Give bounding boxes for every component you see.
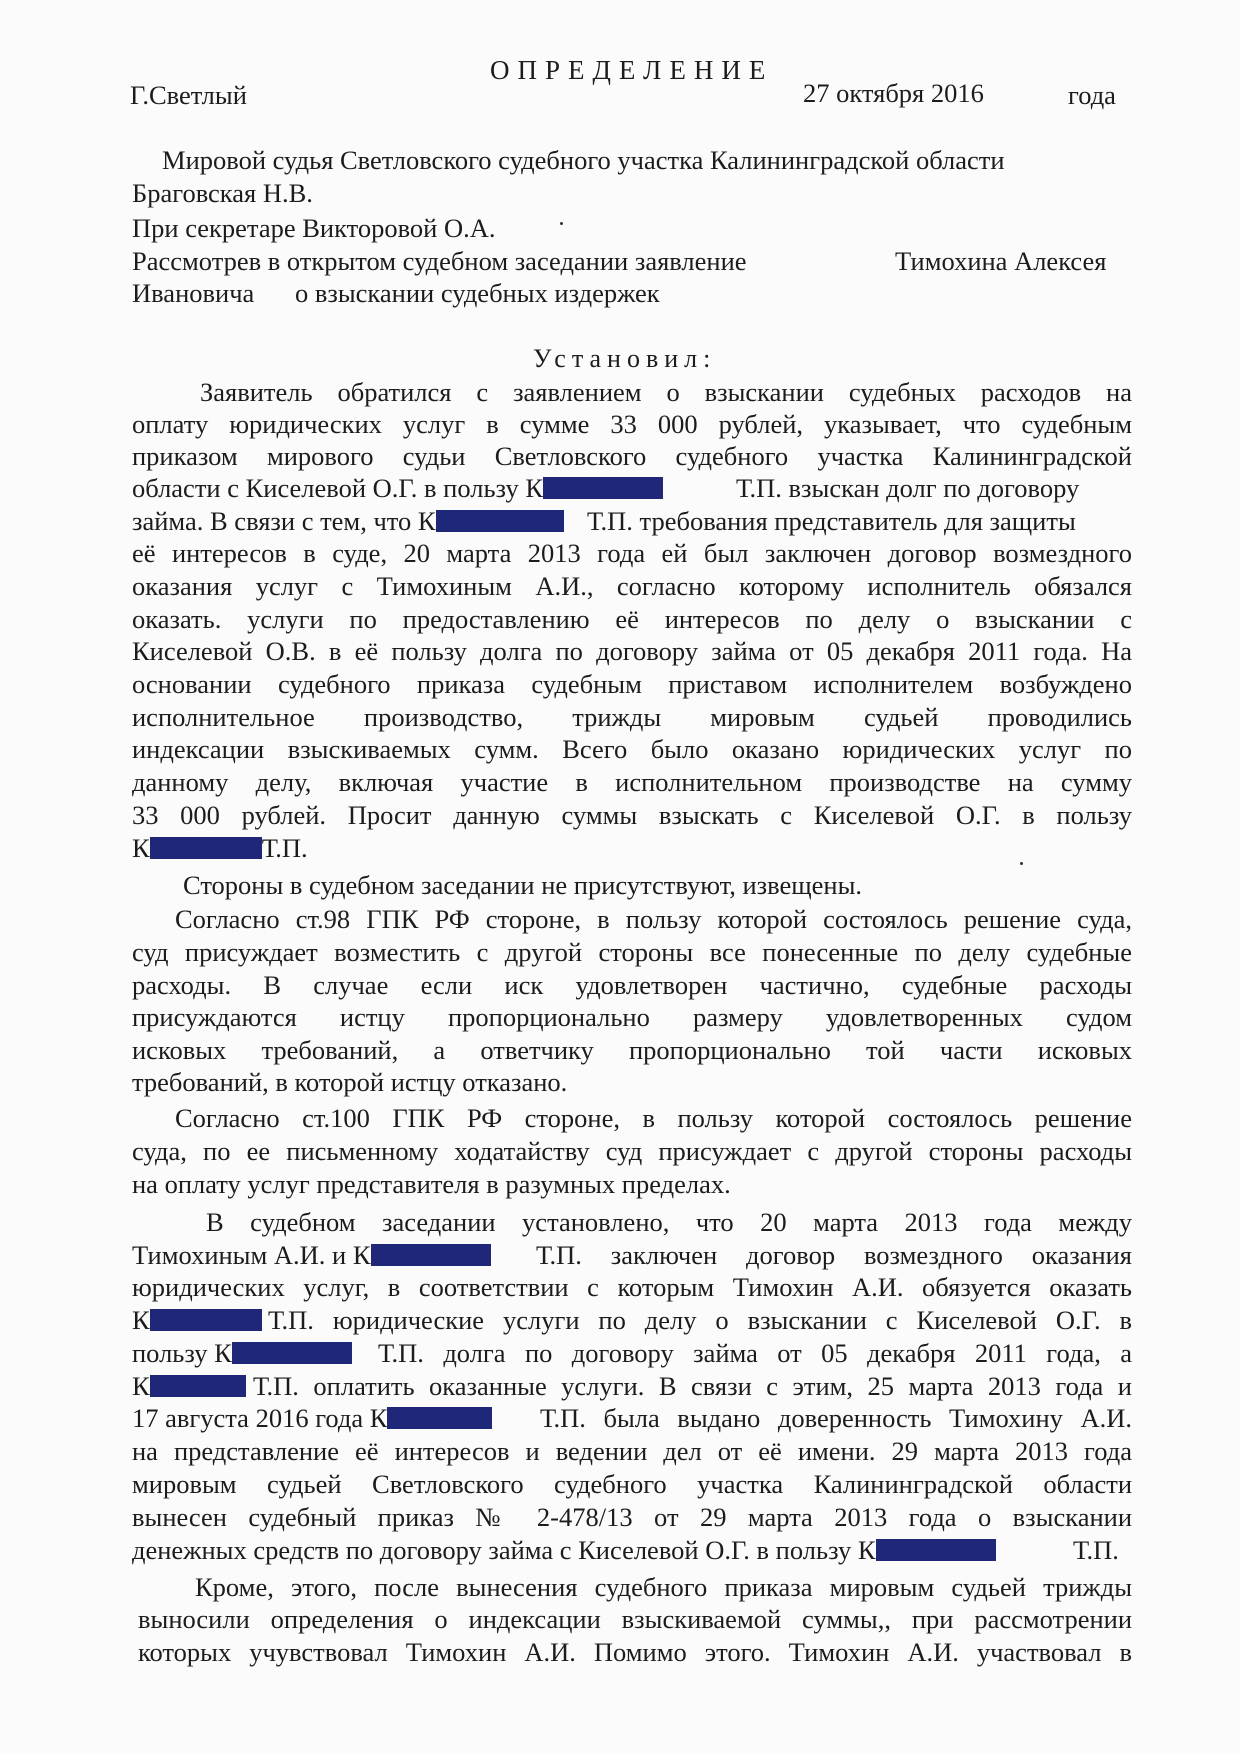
- text-fragment: К: [132, 1371, 150, 1401]
- text-line: Т.П.: [1073, 1535, 1119, 1565]
- text-fragment: займа. В связи с тем, что К: [132, 506, 436, 536]
- text-line: Согласно ст.98 ГПК РФ стороне, в пользу которой состоялось решение суда,: [175, 904, 1132, 934]
- text-fragment: пользу К: [132, 1338, 232, 1368]
- text-line: выносили определения о индексации взыскиваемой суммы,, при рассмотрении: [138, 1604, 1132, 1634]
- intro-line: При секретаре Викторовой О.А.: [132, 213, 496, 243]
- text-line: юридических услуг, в соответствии с которым Тимохин А.И. обязуется оказать: [132, 1272, 1132, 1302]
- text-line: Заявитель обратился с заявлением о взыскании судебных расходов на: [200, 377, 1132, 407]
- redaction-block: [387, 1407, 492, 1429]
- text-fragment: Т.П.: [261, 833, 308, 863]
- text-line: исковых требований, а ответчику пропорционально той части исковых: [132, 1035, 1132, 1065]
- text-line: данному делу, включая участие в исполнительном производстве на сумму: [132, 767, 1132, 797]
- text-line: [132, 833, 308, 863]
- text-line: её интересов в суде, 20 марта 2013 года ей был заключен договор возмездного: [132, 538, 1132, 568]
- text-line: Кроме, этого, после вынесения судебного приказа мировым судьей трижды: [195, 1572, 1132, 1602]
- text-line: вынесен судебный приказ № 2-478/13 от 29 марта 2013 года о взыскании: [132, 1502, 1132, 1532]
- text-line: Согласно ст.100 ГПК РФ стороне, в пользу которой состоялось решение: [175, 1103, 1132, 1133]
- text-line: [132, 1305, 262, 1335]
- text-line: Стороны в судебном заседании не присутствуют, извещены.: [183, 870, 863, 900]
- text-line: требований, в которой истцу отказано.: [132, 1067, 568, 1097]
- text-line: Киселевой О.В. в её пользу долга по договору займа от 05 декабря 2011 года. На: [132, 636, 1132, 666]
- text-line: [132, 1240, 491, 1270]
- text-line: исполнительное производство, трижды мировым судьей проводились: [132, 702, 1132, 732]
- year-word: года: [1068, 80, 1116, 110]
- intro-line: Браговская Н.В.: [132, 178, 313, 208]
- redaction-block: [543, 477, 663, 499]
- text-line: оплату юридических услуг в сумме 33 000 рублей, указывает, что судебным: [132, 409, 1132, 439]
- text-line: Т.П. долга по договору займа от 05 декабря 2011 года, а: [378, 1338, 1132, 1368]
- text-line: В судебном заседании установлено, что 20 марта 2013 года между: [206, 1207, 1132, 1237]
- text-fragment: Тимохиным А.И. и К: [132, 1240, 371, 1270]
- text-line: [132, 473, 663, 503]
- text-line: Т.П. оплатить оказанные услуги. В связи с этим, 25 марта 2013 года и: [253, 1371, 1132, 1401]
- text-fragment: денежных средств по договору займа с Киселевой О.Г. в пользу К: [132, 1535, 876, 1565]
- text-line: индексации взыскиваемых сумм. Всего было оказано юридических услуг по: [132, 734, 1132, 764]
- text-line: приказом мирового судьи Светловского судебного участка Калининградской: [132, 441, 1132, 471]
- intro-line: Тимохина Алексея: [895, 246, 1107, 276]
- text-line: суда, по ее письменному ходатайству суд присуждает с другой стороны расходы: [132, 1136, 1132, 1166]
- redaction-block: [371, 1244, 491, 1266]
- redaction-block: [150, 1309, 262, 1331]
- text-line: на представление её интересов и ведении дел от её имени. 29 марта 2013 года: [132, 1436, 1132, 1466]
- text-line: [132, 506, 564, 536]
- redaction-block: [876, 1539, 996, 1561]
- text-line: оказания услуг с Тимохиным А.И., согласно которому исполнитель обязался: [132, 571, 1132, 601]
- text-line: суд присуждает возместить с другой стороны все понесенные по делу судебные: [132, 937, 1132, 967]
- intro-line: о взыскании судебных издержек: [295, 278, 660, 308]
- text-fragment: К: [132, 1305, 150, 1335]
- text-line: основании судебного приказа судебным приставом исполнителем возбуждено: [132, 669, 1132, 699]
- text-line: расходы. В случае если иск удовлетворен частично, судебные расходы: [132, 970, 1132, 1000]
- speck-mark: [560, 222, 563, 225]
- section-heading: Установил:: [533, 344, 717, 373]
- document-date: 27 октября 2016: [803, 78, 984, 108]
- text-line: [132, 1338, 352, 1368]
- text-line: Т.П. взыскан долг по договору: [736, 473, 1080, 503]
- redaction-block: [150, 1375, 246, 1397]
- text-line: 33 000 рублей. Просит данную суммы взыскать с Киселевой О.Г. в пользу: [132, 800, 1132, 830]
- text-line: [132, 1403, 492, 1433]
- text-line: которых учувствовал Тимохин А.И. Помимо этого. Тимохин А.И. участвовал в: [138, 1637, 1132, 1667]
- text-fragment: К: [132, 833, 150, 863]
- intro-line: Ивановича: [132, 278, 255, 308]
- text-line: Т.П. юридические услуги по делу о взыскании с Киселевой О.Г. в: [268, 1305, 1132, 1335]
- intro-line: Мировой судья Светловского судебного участка Калининградской области: [162, 145, 1005, 175]
- speck-mark: [1020, 862, 1023, 865]
- text-line: Т.П. требования представитель для защиты: [587, 506, 1076, 536]
- text-line: [132, 1371, 246, 1401]
- redaction-block: [436, 510, 564, 532]
- redaction-block: [232, 1342, 352, 1364]
- text-line: Т.П. заключен договор возмездного оказания: [536, 1240, 1132, 1270]
- text-line: [132, 1535, 996, 1565]
- document-title: ОПРЕДЕЛЕНИЕ: [490, 55, 774, 85]
- text-line: на оплату услуг представителя в разумных пределах.: [132, 1169, 731, 1199]
- text-line: мировым судьей Светловского судебного участка Калининградской области: [132, 1469, 1132, 1499]
- text-line: присуждаются истцу пропорционально размеру удовлетворенных судом: [132, 1002, 1132, 1032]
- text-line: оказать. услуги по предоставлению её интересов по делу о взыскании с: [132, 604, 1132, 634]
- text-fragment: 17 августа 2016 года К: [132, 1403, 388, 1433]
- intro-line: Рассмотрев в открытом судебном заседании заявление: [132, 246, 747, 276]
- city: Г.Светлый: [130, 80, 247, 110]
- text-line: Т.П. была выдано доверенность Тимохину А.И.: [540, 1403, 1132, 1433]
- text-fragment: области с Киселевой О.Г. в пользу К: [132, 473, 544, 503]
- redaction-block: [150, 837, 262, 859]
